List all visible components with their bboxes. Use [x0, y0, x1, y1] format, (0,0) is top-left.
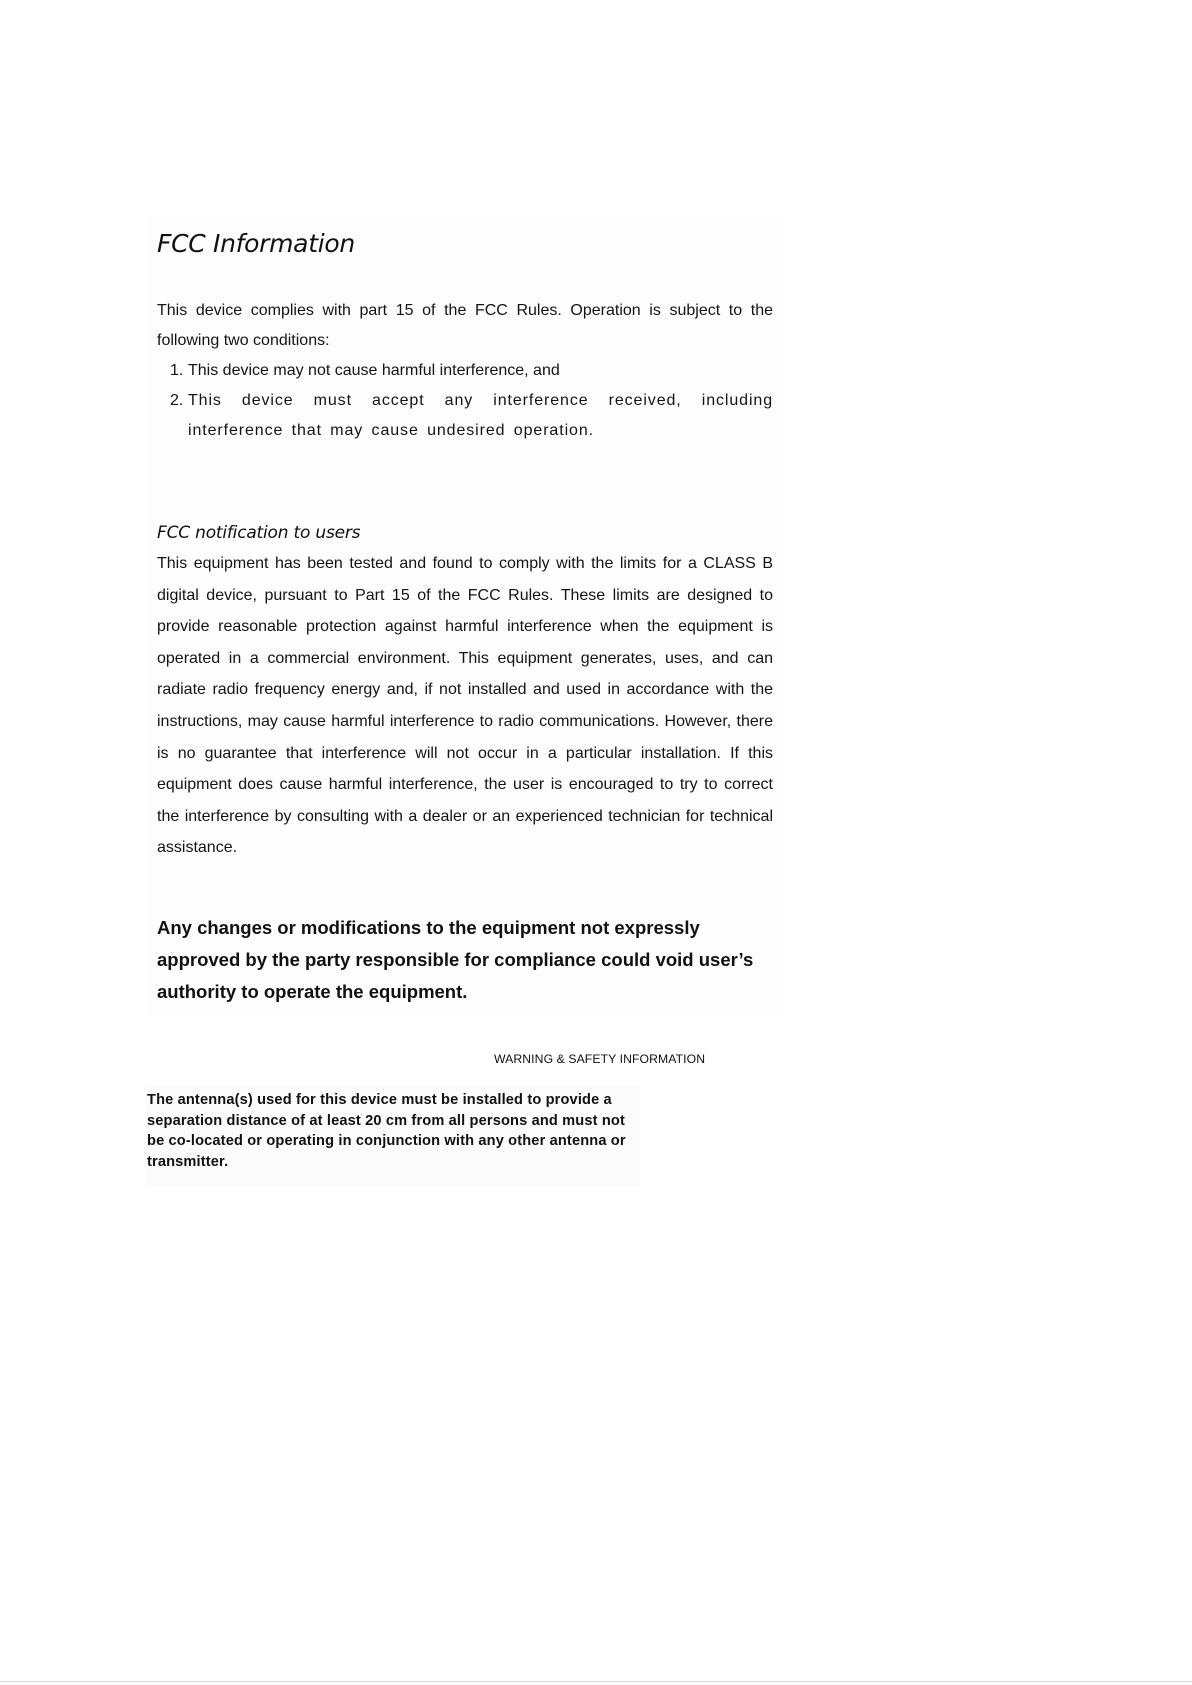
condition-item-2 [170, 386, 773, 446]
fcc-intro-paragraph: This device complies with part 15 of the FCC Rules. Operation is subject to the following two conditions: [157, 302, 773, 349]
fcc-information-title: FCC Information [157, 229, 355, 258]
fcc-notification-heading: FCC notification to users [157, 523, 361, 543]
condition-number: 2. [170, 392, 184, 409]
fcc-notification-body: This equipment has been tested and found to comply with the limits for a CLASS B digital device, pursuant to Part 15 of the FCC Rules. These limits are designed to provide reasonable protection against harmful interference when the equipment is operated in a commercial environment. This equipment generates, uses, and can radiate radio frequency energy and, if not installed and used in accordance with the instructions, may cause harmful interference to radio communications. However, there is no guarantee that interference will not occur in a particular installation. If this equipment does cause harmful interference, the user is encouraged to try to correct the interference by consulting with a dealer or an experienced technician for technical assistance. [157, 555, 773, 857]
warning-safety-label: WARNING & SAFETY INFORMATION [494, 1052, 706, 1066]
fcc-conditions-list [170, 356, 773, 446]
condition-number: 1. [170, 362, 184, 379]
antenna-separation-notice: The antenna(s) used for this device must be installed to provide a separation distance of at least 20 cm from all persons and must not be co-located or operating in conjunction with any other antenna or transmitter. [147, 1092, 626, 1170]
modifications-notice: Any changes or modifications to the equipment not expressly approved by the party responsible for compliance could void user’s authority to operate the equipment. [157, 917, 754, 1002]
condition-text: This device may not cause harmful interference, and [188, 362, 560, 379]
page-bottom-edge [0, 1681, 1192, 1682]
condition-item-1 [170, 356, 773, 386]
condition-text: This device must accept any interference received, including interference that may cause undesired operation. [188, 392, 773, 439]
